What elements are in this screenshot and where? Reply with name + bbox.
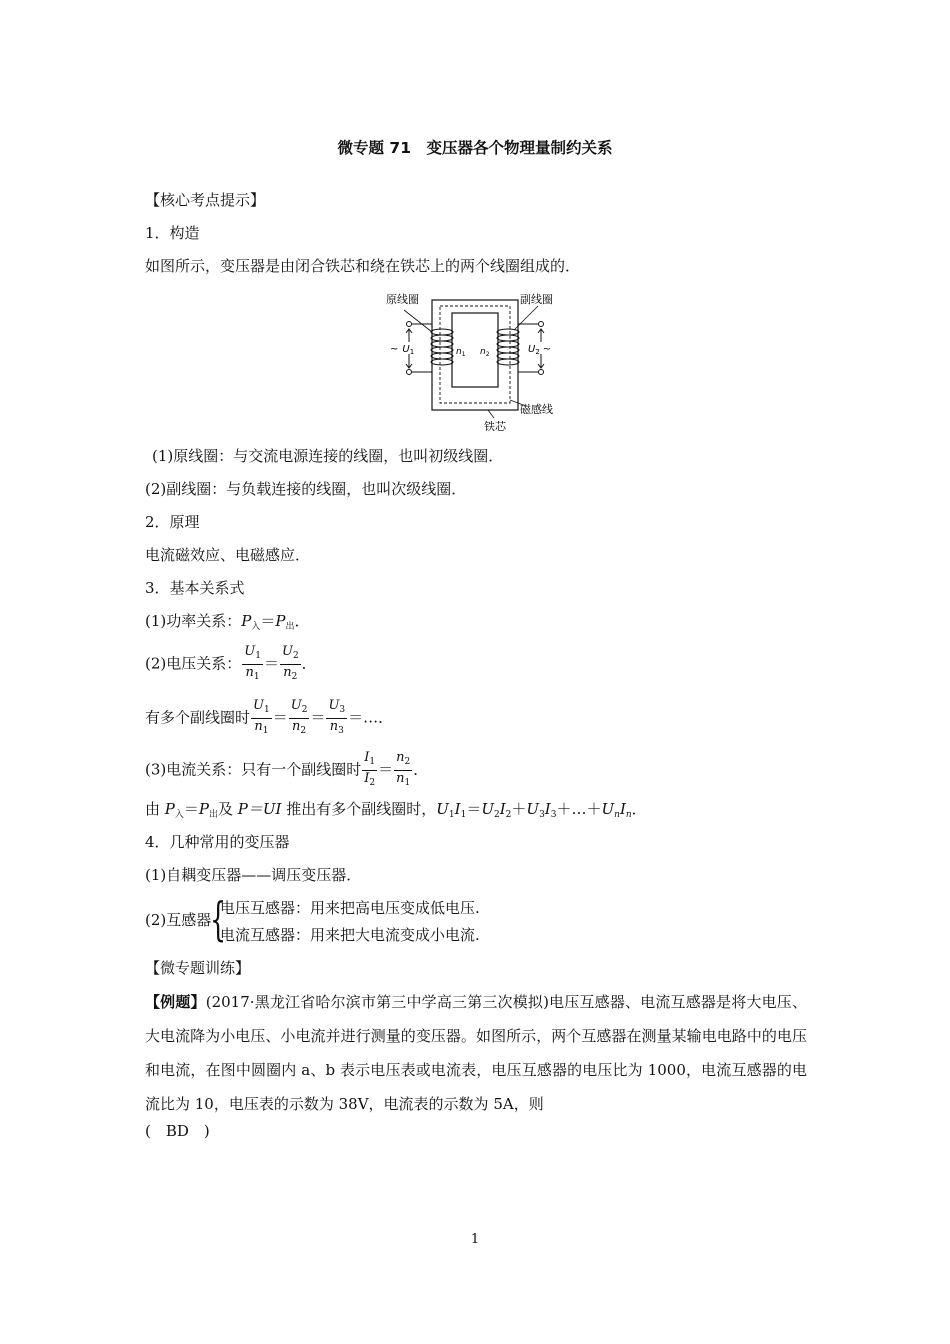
- voltage-transformer-text: 电压互感器：用来把高电压变成低电压.: [220, 899, 480, 917]
- secondary-coil: [497, 329, 519, 365]
- label-primary-coil: 原线圈: [386, 293, 419, 306]
- current-relation: (3)电流关系：只有一个副线圈时 $\frac{I_1}{I_2}$ ＝ $\frac{n_2}{n_1}$ ．: [145, 750, 429, 788]
- brace-symbol: {: [210, 892, 227, 946]
- power-relation: (1)功率关系：$P_入=P_出$．: [145, 612, 310, 632]
- voltage-multi-relation: 有多个副线圈时 $\frac{U_1}{n_1}$ ＝ $\frac{U_2}{n_2}$ ＝ $\frac{U_3}{n_3}$ ＝…．: [145, 698, 394, 736]
- label-secondary-coil: 副线圈: [520, 293, 553, 306]
- n1-sub: 1: [461, 351, 466, 358]
- example-paragraph: [145, 985, 807, 1121]
- label-core: 铁芯: [484, 420, 506, 433]
- example-tag: 【例题】: [145, 993, 206, 1011]
- u2-var: U: [528, 344, 536, 355]
- n2-var: n: [480, 347, 486, 357]
- svg-text:n1: [456, 347, 466, 358]
- u1-sub: 1: [409, 348, 415, 356]
- principle-text: 电流磁效应、电磁感应．: [145, 546, 311, 564]
- secondary-coil-def: (2)副线圈：与负载连接的线圈，也叫次级线圈．: [145, 480, 467, 498]
- mutual-inductor-label: (2)互感器: [145, 911, 212, 929]
- u1-var: U: [402, 344, 410, 355]
- section-heading-training: 【微专题训练】: [145, 959, 251, 977]
- primary-coil: [431, 329, 453, 365]
- current-multi-relation: 由 $P_入=P_出$及 P＝UI 推出有多个副线圈时，$U_1I_1=U_2I_2+U_3I_3+\dots+U_nI_n$．: [145, 800, 647, 820]
- iron-core-outer: [432, 300, 518, 410]
- heading-structure: 1．构造: [145, 224, 200, 242]
- answer: ( BD ): [145, 1122, 210, 1140]
- section-heading-core: 【核心考点提示】: [145, 191, 266, 209]
- page-number: 1: [470, 1232, 480, 1247]
- heading-types: 4．几种常用的变压器: [145, 833, 290, 851]
- primary-coil-def: (1)原线圈：与交流电源连接的线圈，也叫初级线圈．: [152, 447, 504, 465]
- voltage-relation: (2)电压关系： $\frac{U_1}{n_1}$ ＝ $\frac{U_2}{n_2}$ ．: [145, 644, 317, 682]
- example-text: (2017·黑龙江省哈尔滨市第三中学高三第三次模拟)电压互感器、电流互感器是将大电压、大电流降为小电压、小电流并进行测量的变压器。如图所示，两个互感器在测量某输电电路中的电压和电流，在图中圆圈内 a、b 表示电压表或电流表，电压互感器的电压比为 1000，电流互感器的电流比为 10，电压表的示数为 38V，电流表的示数为 5A，则: [145, 993, 807, 1113]
- svg-text:U2~: [528, 344, 551, 356]
- heading-relations: 3．基本关系式: [145, 579, 245, 597]
- u1-prefix: ~: [390, 344, 399, 355]
- svg-text:~U1: [390, 344, 414, 356]
- n2-sub: 2: [485, 351, 490, 358]
- structure-text: 如图所示，变压器是由闭合铁芯和绕在铁芯上的两个线圈组成的．: [145, 257, 581, 275]
- n1-var: n: [456, 347, 462, 357]
- transformer-diagram: [380, 288, 570, 436]
- svg-text:n2: [480, 347, 490, 358]
- label-flux: 磁感线: [520, 403, 553, 416]
- page-title: 微专题 71 变压器各个物理量制约关系: [337, 139, 613, 157]
- heading-principle: 2．原理: [145, 513, 200, 531]
- u2-sub: 2: [535, 348, 540, 356]
- autotransformer-text: (1)自耦变压器——调压变压器．: [145, 866, 362, 884]
- u2-suffix: ~: [542, 344, 552, 355]
- current-transformer-text: 电流互感器：用来把大电流变成小电流.: [220, 926, 480, 944]
